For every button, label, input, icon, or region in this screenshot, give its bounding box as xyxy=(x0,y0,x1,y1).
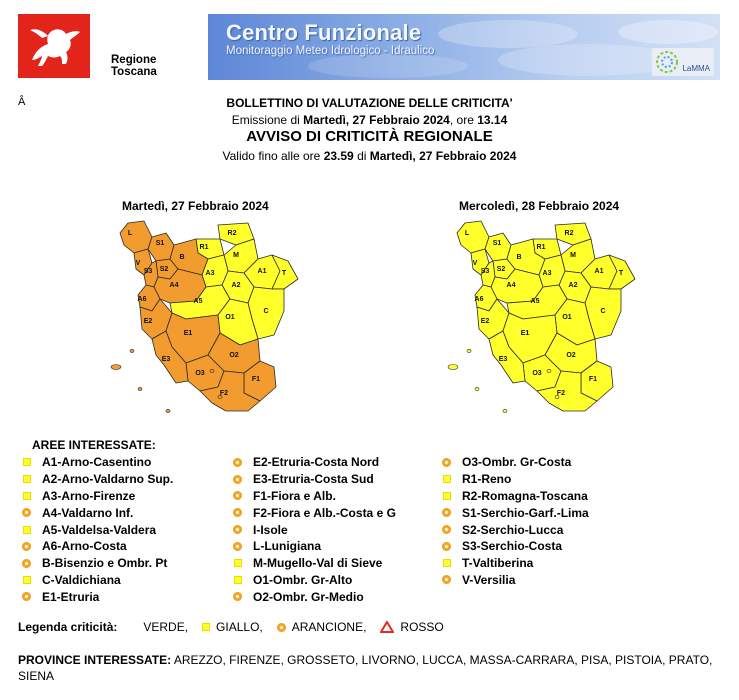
legend-arancione xyxy=(269,620,367,634)
stray-character: Â xyxy=(18,96,26,108)
orange-circle-icon xyxy=(442,508,451,517)
regione-toscana-logo xyxy=(18,14,190,78)
area-item xyxy=(22,538,173,555)
area-item xyxy=(233,572,396,589)
aree-column-2 xyxy=(233,454,396,605)
map-area-label: B xyxy=(179,254,185,261)
orange-circle-icon xyxy=(442,575,451,584)
map-island xyxy=(547,369,551,372)
map-area-label: A5 xyxy=(193,298,203,305)
area-label: A1-Arno-Casentino xyxy=(42,455,152,470)
area-label: I-Isole xyxy=(253,522,288,537)
map-today-date: Martedì, 27 Febbraio 2024 xyxy=(122,199,269,213)
orange-circle-icon xyxy=(233,525,242,534)
area-label: F2-Fiora e Alb.-Costa e G xyxy=(253,505,396,520)
legend-giallo-label: GIALLO, xyxy=(216,620,263,634)
map-area-label: B xyxy=(516,254,522,261)
map-area-label: A4 xyxy=(169,282,179,289)
map-area-label: L xyxy=(464,230,470,237)
area-item xyxy=(233,521,396,538)
orange-circle-icon xyxy=(233,508,242,517)
map-area-label: R1 xyxy=(536,244,546,251)
map-area-label: O2 xyxy=(229,352,239,359)
yellow-square-icon xyxy=(443,475,451,483)
pegasus-logo-icon xyxy=(18,14,90,78)
banner-subtitle: Monitoraggio Meteo Idrologico - Idraulico xyxy=(226,45,435,57)
area-label: O1-Ombr. Gr-Alto xyxy=(253,572,353,587)
legend-verde xyxy=(143,620,188,634)
area-item xyxy=(233,454,396,471)
map-area-label: S1 xyxy=(155,240,165,247)
map-area-label: M xyxy=(233,252,239,259)
map-area-label: C xyxy=(263,308,269,315)
area-item xyxy=(22,471,173,488)
map-area-label: S2 xyxy=(496,266,506,273)
area-label: E3-Etruria-Costa Sud xyxy=(253,472,374,487)
map-area-label: O2 xyxy=(566,352,576,359)
area-label: E1-Etruria xyxy=(42,589,100,604)
map-area-label: S1 xyxy=(492,240,502,247)
yellow-square-icon xyxy=(23,475,31,483)
map-area-label: O3 xyxy=(532,370,542,377)
yellow-square-icon xyxy=(23,576,31,584)
map-area-label: R2 xyxy=(564,230,574,237)
orange-circle-icon xyxy=(442,542,451,551)
legenda-criticita xyxy=(18,620,450,634)
area-label: L-Lunigiana xyxy=(253,539,321,554)
orange-circle-icon xyxy=(233,491,242,500)
legend-rosso-label: ROSSO xyxy=(400,620,444,634)
legend-verde-label: VERDE, xyxy=(143,620,189,634)
area-item xyxy=(22,488,173,505)
province-label: PROVINCE INTERESSATE: xyxy=(18,653,172,667)
emission-prefix: Emissione di xyxy=(231,113,304,127)
area-label: V-Versilia xyxy=(462,572,516,587)
orange-circle-icon xyxy=(233,592,242,601)
yellow-square-icon xyxy=(202,623,210,631)
orange-circle-icon xyxy=(22,542,31,551)
map-area-label: L xyxy=(127,230,133,237)
area-item xyxy=(442,555,589,572)
lamma-logo xyxy=(652,48,714,76)
area-item xyxy=(442,504,589,521)
area-item xyxy=(233,555,396,572)
map-today xyxy=(108,215,308,420)
area-label: R1-Reno xyxy=(462,472,512,487)
orange-circle-icon xyxy=(233,475,242,484)
area-label: E2-Etruria-Costa Nord xyxy=(253,455,380,470)
area-label: S2-Serchio-Lucca xyxy=(462,522,564,537)
map-tomorrow xyxy=(445,215,645,420)
yellow-square-icon xyxy=(23,526,31,534)
map-island xyxy=(475,387,479,390)
map-island xyxy=(130,349,134,352)
valid-time: 23.59 xyxy=(323,149,354,163)
map-area-label: A3 xyxy=(542,270,552,277)
map-area-s1 xyxy=(485,233,511,261)
map-area-label: A1 xyxy=(257,268,267,275)
area-label: O3-Ombr. Gr-Costa xyxy=(462,455,572,470)
area-label: R2-Romagna-Toscana xyxy=(462,488,588,503)
map-area-label: A6 xyxy=(474,296,484,303)
map-area-label: O1 xyxy=(225,314,235,321)
map-area-label: S2 xyxy=(159,266,169,273)
map-area-label: O3 xyxy=(195,370,205,377)
area-item xyxy=(22,504,173,521)
map-area-label: F2 xyxy=(556,390,566,397)
area-label: M-Mugello-Val di Sieve xyxy=(253,556,383,571)
area-item xyxy=(233,588,396,605)
map-island xyxy=(467,349,471,352)
area-item xyxy=(233,538,396,555)
province-list: AREZZO, FIRENZE, GROSSETO, LIVORNO, LUCCA, MASSA-CARRARA, PISA, PISTOIA, PRATO, SIENA xyxy=(18,653,713,683)
valid-mid: di xyxy=(353,149,370,163)
map-area-label: F1 xyxy=(251,376,261,383)
map-area-label: E2 xyxy=(143,318,153,325)
orange-circle-icon xyxy=(277,623,286,632)
map-area-label: A6 xyxy=(137,296,147,303)
yellow-square-icon xyxy=(234,559,242,567)
area-item xyxy=(442,572,589,589)
orange-circle-icon xyxy=(442,525,451,534)
map-area-label: V xyxy=(135,260,141,267)
yellow-square-icon xyxy=(443,559,451,567)
legenda-label: Legenda criticità: xyxy=(18,620,118,634)
valid-day: Martedì, 27 Febbraio 2024 xyxy=(369,149,517,163)
map-area-label: S3 xyxy=(143,268,153,275)
area-item xyxy=(22,572,173,589)
map-area-label: M xyxy=(570,252,576,259)
map-area-label: C xyxy=(600,308,606,315)
area-label: A3-Arno-Firenze xyxy=(42,488,136,503)
map-area-label: E2 xyxy=(480,318,490,325)
map-area-label: R1 xyxy=(199,244,209,251)
map-island xyxy=(210,369,214,372)
yellow-square-icon xyxy=(23,492,31,500)
orange-circle-icon xyxy=(22,508,31,517)
province-interessate xyxy=(18,652,718,684)
map-area-label: E3 xyxy=(161,356,171,363)
orange-circle-icon xyxy=(442,458,451,467)
lamma-logo-text: LaMMA xyxy=(682,64,710,73)
centro-funzionale-banner xyxy=(208,14,720,80)
map-area-label: A1 xyxy=(594,268,604,275)
area-item xyxy=(22,521,173,538)
map-area-label: T xyxy=(281,270,287,277)
yellow-square-icon xyxy=(443,492,451,500)
aree-interessate-title: AREE INTERESSATE: xyxy=(32,438,156,452)
map-area-label: T xyxy=(618,270,624,277)
map-area-label: A3 xyxy=(205,270,215,277)
area-label: F1-Fiora e Alb. xyxy=(253,488,336,503)
area-item xyxy=(442,471,589,488)
map-area-label: E3 xyxy=(498,356,508,363)
orange-circle-icon xyxy=(233,458,242,467)
map-area-label: S3 xyxy=(480,268,490,275)
area-item xyxy=(233,471,396,488)
notice-title: AVVISO DI CRITICITÀ REGIONALE xyxy=(246,128,493,145)
area-label: T-Valtiberina xyxy=(462,556,534,571)
aree-column-3 xyxy=(442,454,589,588)
map-area-l xyxy=(120,221,152,253)
orange-circle-icon xyxy=(233,542,242,551)
map-area-label: A4 xyxy=(506,282,516,289)
map-island xyxy=(503,409,507,412)
lamma-swirl-icon xyxy=(655,50,683,74)
emission-time: 13.14 xyxy=(477,113,508,127)
map-area-label: A2 xyxy=(231,282,241,289)
area-item xyxy=(442,521,589,538)
valid-prefix: Valido fino alle ore xyxy=(222,149,324,163)
map-area-label: V xyxy=(472,260,478,267)
map-area-label: R2 xyxy=(227,230,237,237)
area-item xyxy=(22,555,173,572)
area-label: A5-Valdelsa-Valdera xyxy=(42,522,157,537)
area-item xyxy=(442,454,589,471)
map-area-label: A5 xyxy=(530,298,540,305)
map-area-label: A2 xyxy=(568,282,578,289)
map-island xyxy=(166,409,170,412)
map-area-l xyxy=(457,221,489,253)
map-area-label: F2 xyxy=(219,390,229,397)
validity-line xyxy=(0,149,739,163)
legend-giallo xyxy=(194,620,263,634)
area-label: A2-Arno-Valdarno Sup. xyxy=(42,472,174,487)
area-label: C-Valdichiana xyxy=(42,572,121,587)
region-name: Regione Toscana xyxy=(111,54,157,78)
area-item xyxy=(22,588,173,605)
orange-circle-icon xyxy=(22,559,31,568)
area-item xyxy=(442,538,589,555)
emission-day: Martedì, 27 Febbraio 2024 xyxy=(303,113,450,127)
area-label: S3-Serchio-Costa xyxy=(462,539,563,554)
aree-column-1 xyxy=(22,454,173,605)
map-island xyxy=(111,365,121,370)
emission-mid: , ore xyxy=(449,113,478,127)
map-tomorrow-date: Mercoledì, 28 Febbraio 2024 xyxy=(459,199,620,213)
area-item xyxy=(233,504,396,521)
bulletin-title: BOLLETTINO DI VALUTAZIONE DELLE CRITICITA' xyxy=(226,96,513,110)
banner-title: Centro Funzionale xyxy=(226,20,422,45)
area-item xyxy=(442,488,589,505)
area-label: O2-Ombr. Gr-Medio xyxy=(253,589,364,604)
legend-arancione-label: ARANCIONE, xyxy=(291,620,367,634)
area-label: A4-Valdarno Inf. xyxy=(42,505,134,520)
map-area-label: E1 xyxy=(183,330,193,337)
orange-circle-icon xyxy=(22,592,31,601)
red-triangle-icon xyxy=(380,621,394,633)
area-item xyxy=(22,454,173,471)
map-area-label: F1 xyxy=(588,376,598,383)
yellow-square-icon xyxy=(23,458,31,466)
map-area-label: E1 xyxy=(520,330,530,337)
area-label: A6-Arno-Costa xyxy=(42,539,127,554)
map-island xyxy=(448,365,458,370)
map-island xyxy=(138,387,142,390)
map-area-s1 xyxy=(148,233,174,261)
map-area-label: O1 xyxy=(562,314,572,321)
emission-line xyxy=(0,113,739,127)
area-label: B-Bisenzio e Ombr. Pt xyxy=(42,556,168,571)
yellow-square-icon xyxy=(234,576,242,584)
area-item xyxy=(233,488,396,505)
area-label: S1-Serchio-Garf.-Lima xyxy=(462,505,589,520)
legend-rosso xyxy=(372,620,443,634)
